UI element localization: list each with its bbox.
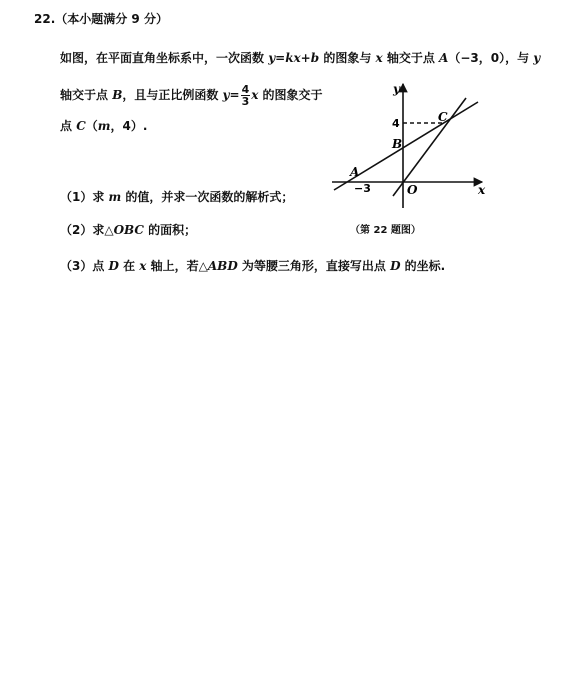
problem-line-2: 轴交于点 B，且与正比例函数 y= $\frac{4}{3}$ x 的图象交于: [60, 83, 323, 108]
problem-line-3: 点 C（m，4）.: [60, 119, 148, 133]
problem-line-1: 如图，在平面直角坐标系中，一次函数 y=kx+b 的图象与 x 轴交于点 A（−3，0），与 y: [60, 51, 541, 65]
label-o: O: [407, 183, 418, 197]
fraction-four-thirds: $\frac{4}{3}$: [241, 83, 250, 108]
label-y: y: [393, 82, 400, 96]
problem-header: 22.（本小题满分 9 分）: [34, 12, 168, 26]
label-x: x: [478, 183, 486, 197]
coordinate-figure: [328, 78, 488, 213]
question-2: （2）求△OBC 的面积；: [60, 223, 197, 237]
question-3: （3）点 D 在 x 轴上，若△ABD 为等腰三角形，直接写出点 D 的坐标.: [60, 259, 446, 273]
label-c: C: [438, 110, 448, 124]
figure-caption: （第 22 题图）: [350, 225, 421, 236]
question-1: （1）求 m 的值，并求一次函数的解析式；: [60, 190, 294, 204]
label-b: B: [392, 137, 403, 151]
label-a: A: [350, 165, 360, 179]
label-neg3: −3: [354, 182, 371, 195]
label-four: 4: [392, 117, 400, 130]
function-expression: y=kx+b: [268, 51, 320, 65]
